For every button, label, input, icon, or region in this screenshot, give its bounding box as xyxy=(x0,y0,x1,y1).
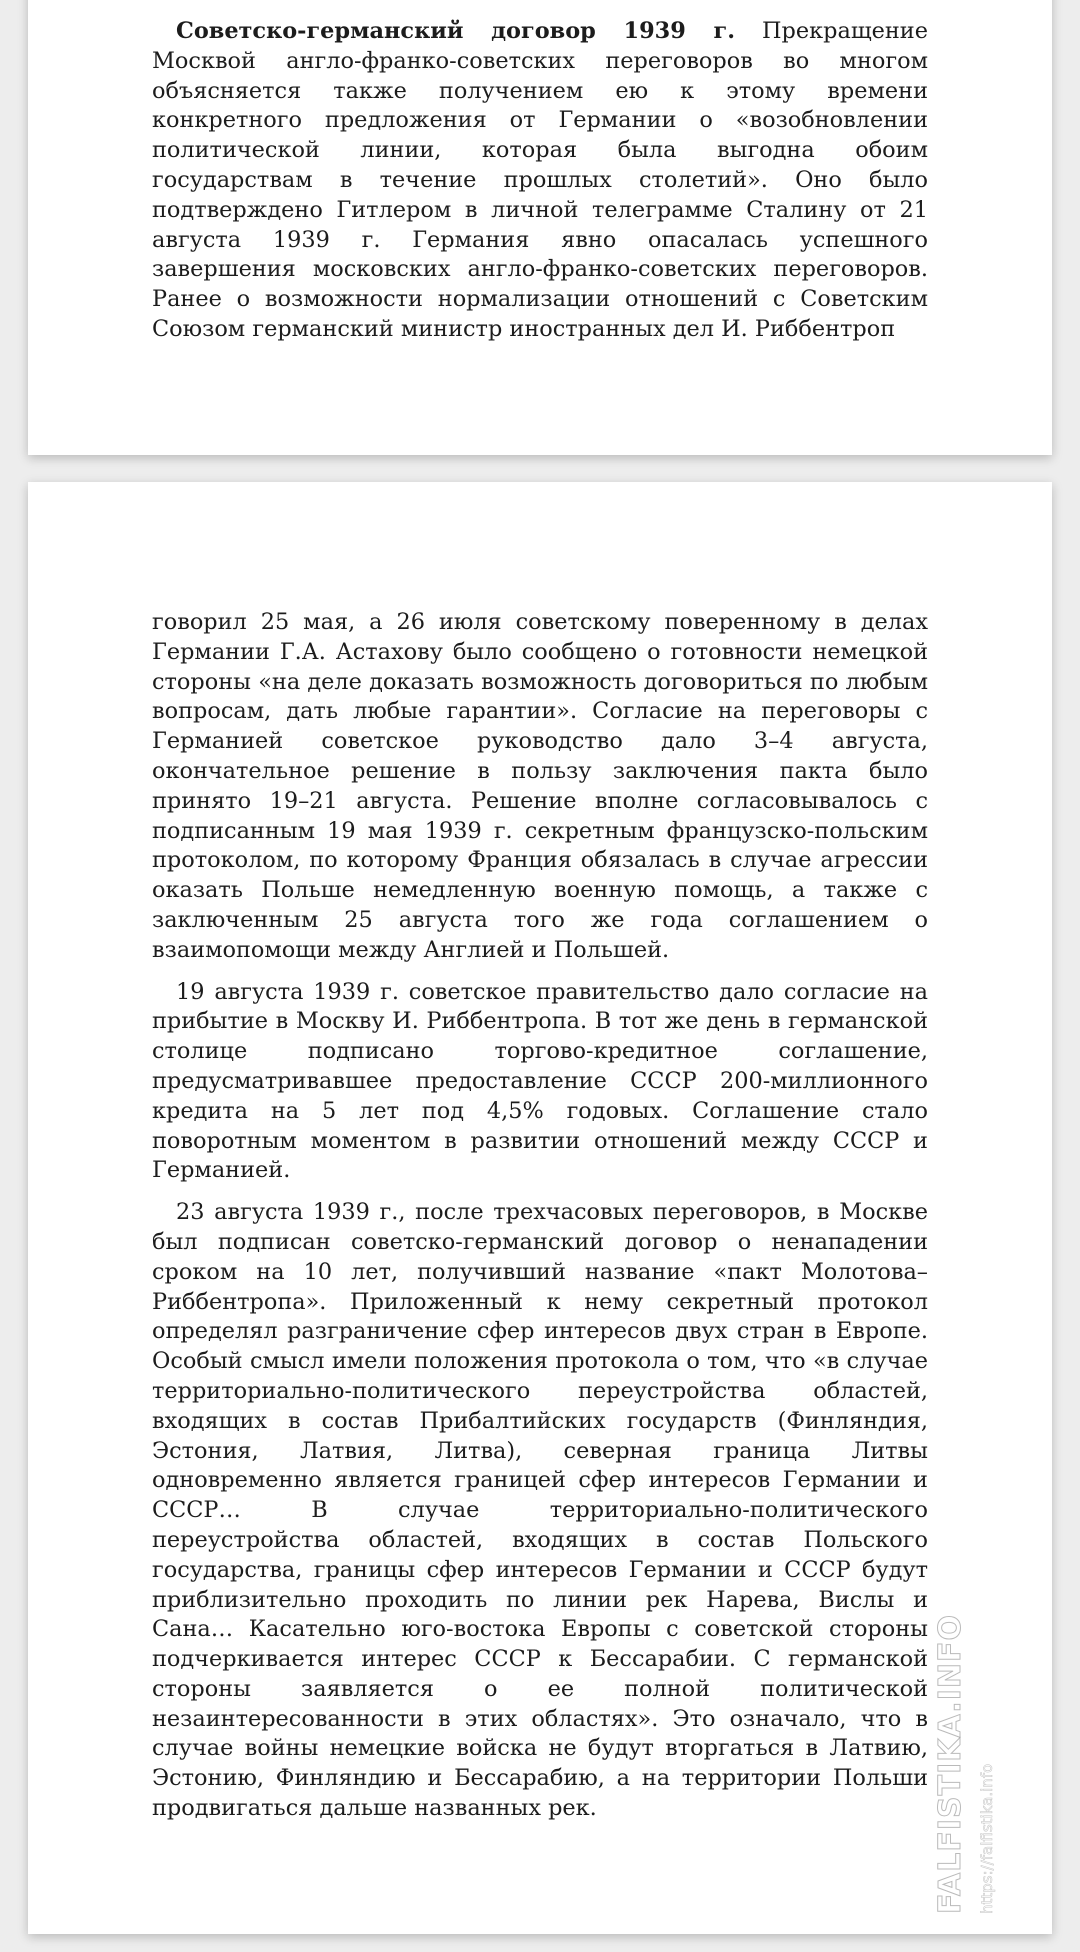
page-2-text xyxy=(152,608,928,1836)
paragraph xyxy=(152,17,928,345)
page-1-text xyxy=(152,17,928,357)
document-page-1 xyxy=(28,0,1052,455)
paragraph: говорил 25 мая, а 26 июля советскому поверенному в делах Германии Г.А. Астахову было сообщено о готовности немецкой стороны «на деле доказать возможность договориться по любым вопросам, дать любые гарантии». Согласие на переговоры с Германией советское руководство дало 3–4 августа, окончательное решение в пользу заключения пакта было принято 19–21 августа. Решение вполне согласовывалось с подписанным 19 мая 1939 г. секретным французско-польским протоколом, по которому Франция обязалась в случае агрессии оказать Польше немедленную военную помощь, а также с заключенным 25 августа того же года соглашением о взаимопомощи между Англией и Польшей. xyxy=(152,609,928,963)
watermark-url: https://falfistika.info xyxy=(978,1763,996,1914)
section-heading: Советско-германский договор 1939 г. xyxy=(176,18,736,44)
paragraph: 23 августа 1939 г., после трехчасовых переговоров, в Москве был подписан советско-германский договор о ненападении сроком на 10 лет, получивший название «пакт Молотова–Риббентропа». Приложенный к нему секретный протокол определял разграничение сфер интересов двух стран в Европе. Особый смысл имели положения протокола о том, что «в случае территориально-политического переустройства областей, входящих в состав Прибалтийских государств (Финляндия, Эстония, Латвия, Литва), северная граница Литвы одновременно является границей сфер интересов Германии и СССР… В случае территориально-политического переустройства областей, входящих в состав Польского государства, границы сфер интересов Германии и СССР будут приблизительно проходить по линии рек Нарева, Вислы и Сана… Касательно юго-востока Европы с советской стороны подчеркивается интерес СССР к Бессарабии. С германской стороны заявляется о ее полной политической незаинтересованности в этих областях». Это означало, что в случае войны немецкие войска не будут вторгаться в Латвию, Эстонию, Финляндию и Бессарабию, а на территории Польши продвигаться дальше названных рек. xyxy=(152,1199,928,1822)
document-page-2 xyxy=(28,482,1052,1934)
paragraph: 19 августа 1939 г. советское правительство дало согласие на прибытие в Москву И. Риббентропа. В тот же день в германской столице подписано торгово-кредитное соглашение, предусматривавшее предоставление СССР 200-миллионного кредита на 5 лет под 4,5% годовых. Соглашение стало поворотным моментом в развитии отношений между СССР и Германией. xyxy=(152,978,928,1184)
watermark-logo: FALFISTIKA.INFO xyxy=(933,1614,968,1914)
paragraph-text: Прекращение Москвой англо-франко-советских переговоров во многом объясняется также получением ею к этому времени конкретного предложения от Германии о «возобновлении политической линии, которая была выгодна обоим государствам в течение прошлых столетий». Оно было подтверждено Гитлером в личной телеграмме Сталину от 21 августа 1939 г. Германия явно опасалась успешного завершения московских англо-франко-советских переговоров. Ранее о возможности нормализации отношений с Советским Союзом германский министр иностранных дел И. Риббентроп xyxy=(152,18,928,342)
site-watermark xyxy=(933,1614,1004,1914)
